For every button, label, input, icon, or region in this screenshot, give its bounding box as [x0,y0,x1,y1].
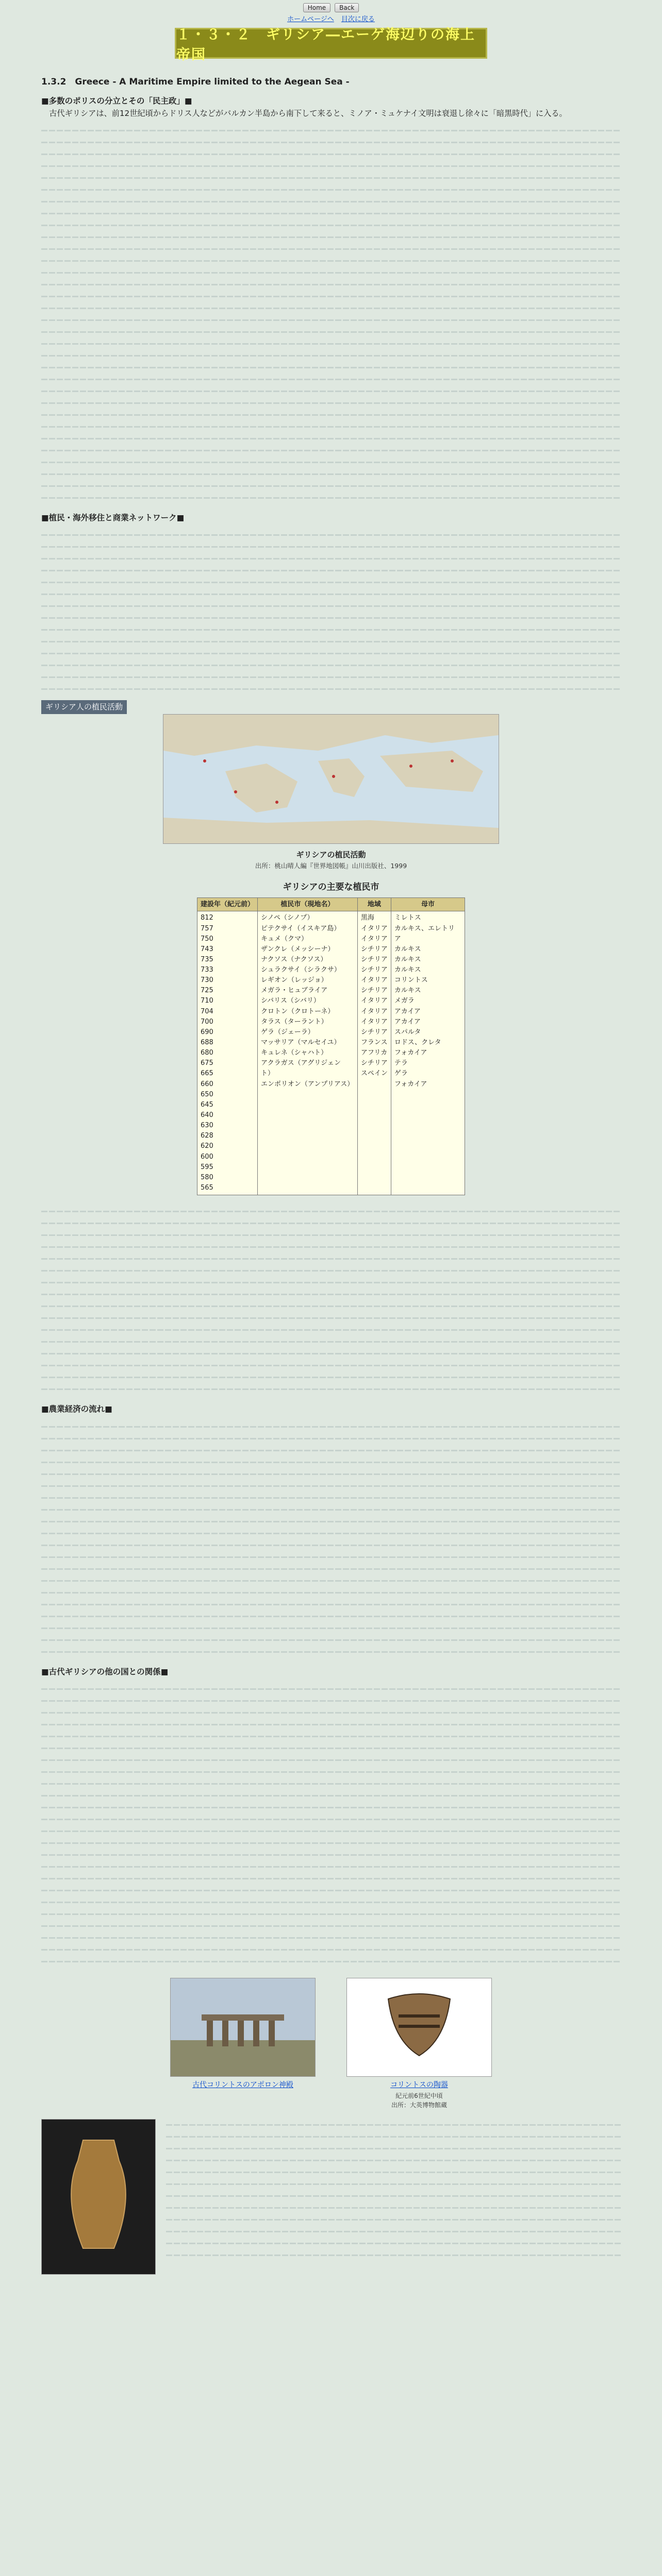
temple-image [170,1978,316,2077]
back-button[interactable]: Back [335,3,359,12]
subheading-2: ■植民・海外移住と商業ネットワーク■ [41,513,185,522]
col-header-year: 建設年（紀元前） [197,897,258,911]
navigation-bar [0,0,662,24]
pottery-caption[interactable]: コリントスの陶器 [390,2081,448,2090]
subheading-1: ■多数のポリスの分立とその「民主政」■ [41,96,192,106]
pottery-image [346,1978,492,2077]
body-text-block-4 [41,1421,621,1658]
subheading-4: ■古代ギリシアの他の国との関係■ [41,1667,169,1676]
toc-link[interactable]: 目次に戻る [341,15,375,23]
body-text-block-5 [41,1683,621,1968]
col-header-region: 地域 [357,897,391,911]
cities-cell: シノペ（シノプ） ピテクサイ（イスキア島） キュメ（クマ） ザンクレ（メッシーナ） ナクソス（ナクソス） シュラクサイ（シラクサ） レギオン（レッジョ） メガラ・ヒュブライア シバリス（シバリ） クロトン（クロトーネ） タラス（ターラント） ゲラ（ジェーラ） マッサリア（マルセイユ） キュレネ（シャハト） アクラガス（アグリジェント） エンポリオン（アンプリアス） [257,911,357,1195]
subheading-3: ■農業経済の流れ■ [41,1404,112,1414]
amphora-image [41,2119,156,2275]
home-link[interactable]: ホームページへ [287,15,334,23]
map-credit: 出所：桃山晴人編『世界地図帳』山川出版社、1999 [255,861,407,870]
pottery-sub: 紀元前6世紀中頃 出所：大英博物館蔵 [391,2092,447,2109]
temple-caption[interactable]: 古代コリントスのアポロン神殿 [192,2081,293,2090]
mothers-cell: ミレトス カルキス、エレトリア カルキス カルキス カルキス コリントス カルキス メガラ アカイア アカイア スパルタ ロドス、クレタ フォカイア テラ ゲラ フォカイア [391,911,465,1195]
figure-text-block [166,2119,621,2261]
page-title: １・３・２ ギリシア―エーゲ海辺りの海上帝国 [175,28,487,59]
body-text-block-1 [41,125,621,504]
regions-cell: 黒海 イタリア イタリア シチリア シチリア シチリア イタリア シチリア イタリア イタリア イタリア シチリア フランス アフリカ シチリア スペイン [357,911,391,1195]
col-header-city: 植民市（現地名） [257,897,357,911]
table-title: ギリシアの主要な植民市 [283,882,379,892]
col-header-mother: 母市 [391,897,465,911]
home-button[interactable]: Home [303,3,330,12]
body-text-block-2 [41,529,621,695]
years-cell: 812 757 750 743 735 733 730 725 710 704 700 690 688 680 675 665 660 650 645 640 630 628 620 600 595 580 565 [197,911,258,1195]
table-row [197,911,465,1195]
map-caption: ギリシアの植民活動 [296,850,366,859]
table-header-row [197,897,465,911]
figure-block [41,2119,621,2275]
body-text-block-3 [41,1206,621,1395]
section-title: 1.3.2 Greece - A Maritime Empire limited to the Aegean Sea - [41,77,350,87]
colonies-table [197,897,465,1196]
colonization-map [163,714,499,844]
paragraph-lead: 古代ギリシアは、前12世紀頃からドリス人などがバルカン半島から南下して来ると、ミノア・ミュケナイ文明は衰退し徐々に「暗黒時代」に入る。 [49,108,567,118]
images-row [41,1978,621,2110]
map-top-label: ギリシア人の植民活動 [41,700,127,714]
